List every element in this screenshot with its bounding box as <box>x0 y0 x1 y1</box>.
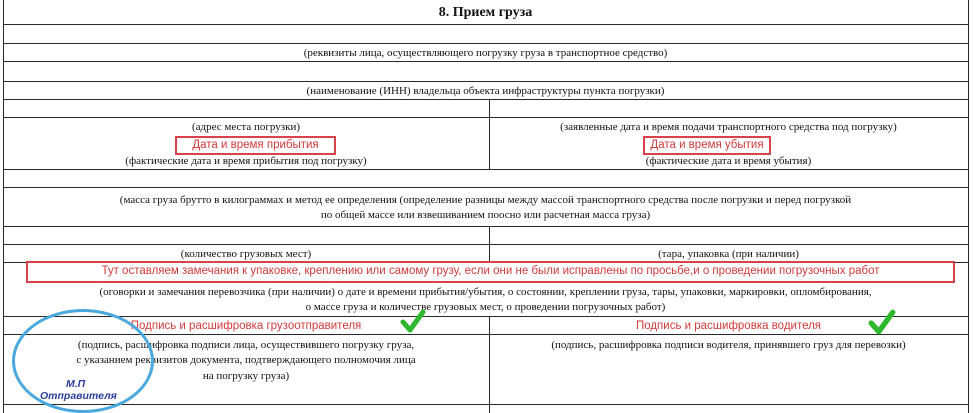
remarks-caption-line2: о массе груза и количестве грузовых мест, о проведении погрузочных работ) <box>305 301 666 313</box>
stamp-text-line2: Отправителя <box>40 390 117 402</box>
owner-caption: (наименование (ИНН) владельца объекта инфраструктуры пункта погрузки) <box>306 85 665 97</box>
shipper-signature-caption-line1: (подпись, расшифровка подписи лица, осуществившего погрузку груза, <box>77 339 415 351</box>
places-caption: (количество грузовых мест) <box>180 248 312 260</box>
mass-caption-line2: по общей массе или взвешиванием поосно или расчетная масса груза) <box>320 209 651 221</box>
declared-datetime-caption: (заявленные дата и время подачи транспортного средства под погрузку) <box>560 121 897 133</box>
rule <box>3 187 968 188</box>
check-icon <box>400 308 426 334</box>
rule <box>3 334 968 335</box>
mass-caption-line1: (масса груза брутто в килограммах и метод ее определения (определение разницы между массой транспортного средства после погрузки и перед погрузкой <box>119 194 852 206</box>
driver-signature-value[interactable]: Подпись и расшифровка водителя <box>635 320 822 332</box>
rule <box>3 43 968 44</box>
rule <box>3 61 968 62</box>
section-title: 8. Прием груза <box>438 5 533 20</box>
rule <box>3 244 968 245</box>
loader-details-caption: (реквизиты лица, осуществляющего погрузку груза в транспортное средство) <box>303 47 668 59</box>
departure-value[interactable]: Дата и время убытия <box>650 139 764 151</box>
shipper-signature-caption-line2: с указанием реквизитов документа, подтверждающего полномочия лица <box>76 354 416 366</box>
rule <box>3 81 968 82</box>
shipper-signature-caption-line3: на погрузку груза) <box>202 370 290 382</box>
rule <box>3 117 968 118</box>
packaging-caption: (тара, упаковка (при наличии) <box>658 248 799 260</box>
shipper-signature-value[interactable]: Подпись и расшифровка грузоотправителя <box>130 320 362 332</box>
rule <box>3 316 968 317</box>
rule <box>3 99 968 100</box>
rule <box>3 404 968 405</box>
rule <box>3 24 968 25</box>
loading-address-caption: (адрес места погрузки) <box>192 121 300 133</box>
rule <box>3 169 968 170</box>
departure-caption: (фактические дата и время убытия) <box>645 155 812 167</box>
check-icon <box>868 308 896 336</box>
border-right <box>968 0 969 413</box>
rule <box>3 226 968 227</box>
stamp-text-line1: М.П <box>66 378 86 390</box>
arrival-value[interactable]: Дата и время прибытия <box>192 139 319 151</box>
arrival-caption: (фактические дата и время прибытия под погрузку) <box>125 155 367 167</box>
driver-signature-caption: (подпись, расшифровка подписи водителя, принявшего груз для перевозки) <box>551 339 906 351</box>
remarks-caption-line1: (оговорки и замечания перевозчика (при наличии) о дате и времени прибытия/убытия, о состоянии, креплении груза, тары, упаковки, маркировки, опломбирования, <box>99 286 872 298</box>
remarks-value[interactable]: Тут оставляем замечания к упаковке, креплению или самому грузу, если они не были исправлены по просьбе,и о проведении погрузочных работ <box>101 265 880 277</box>
